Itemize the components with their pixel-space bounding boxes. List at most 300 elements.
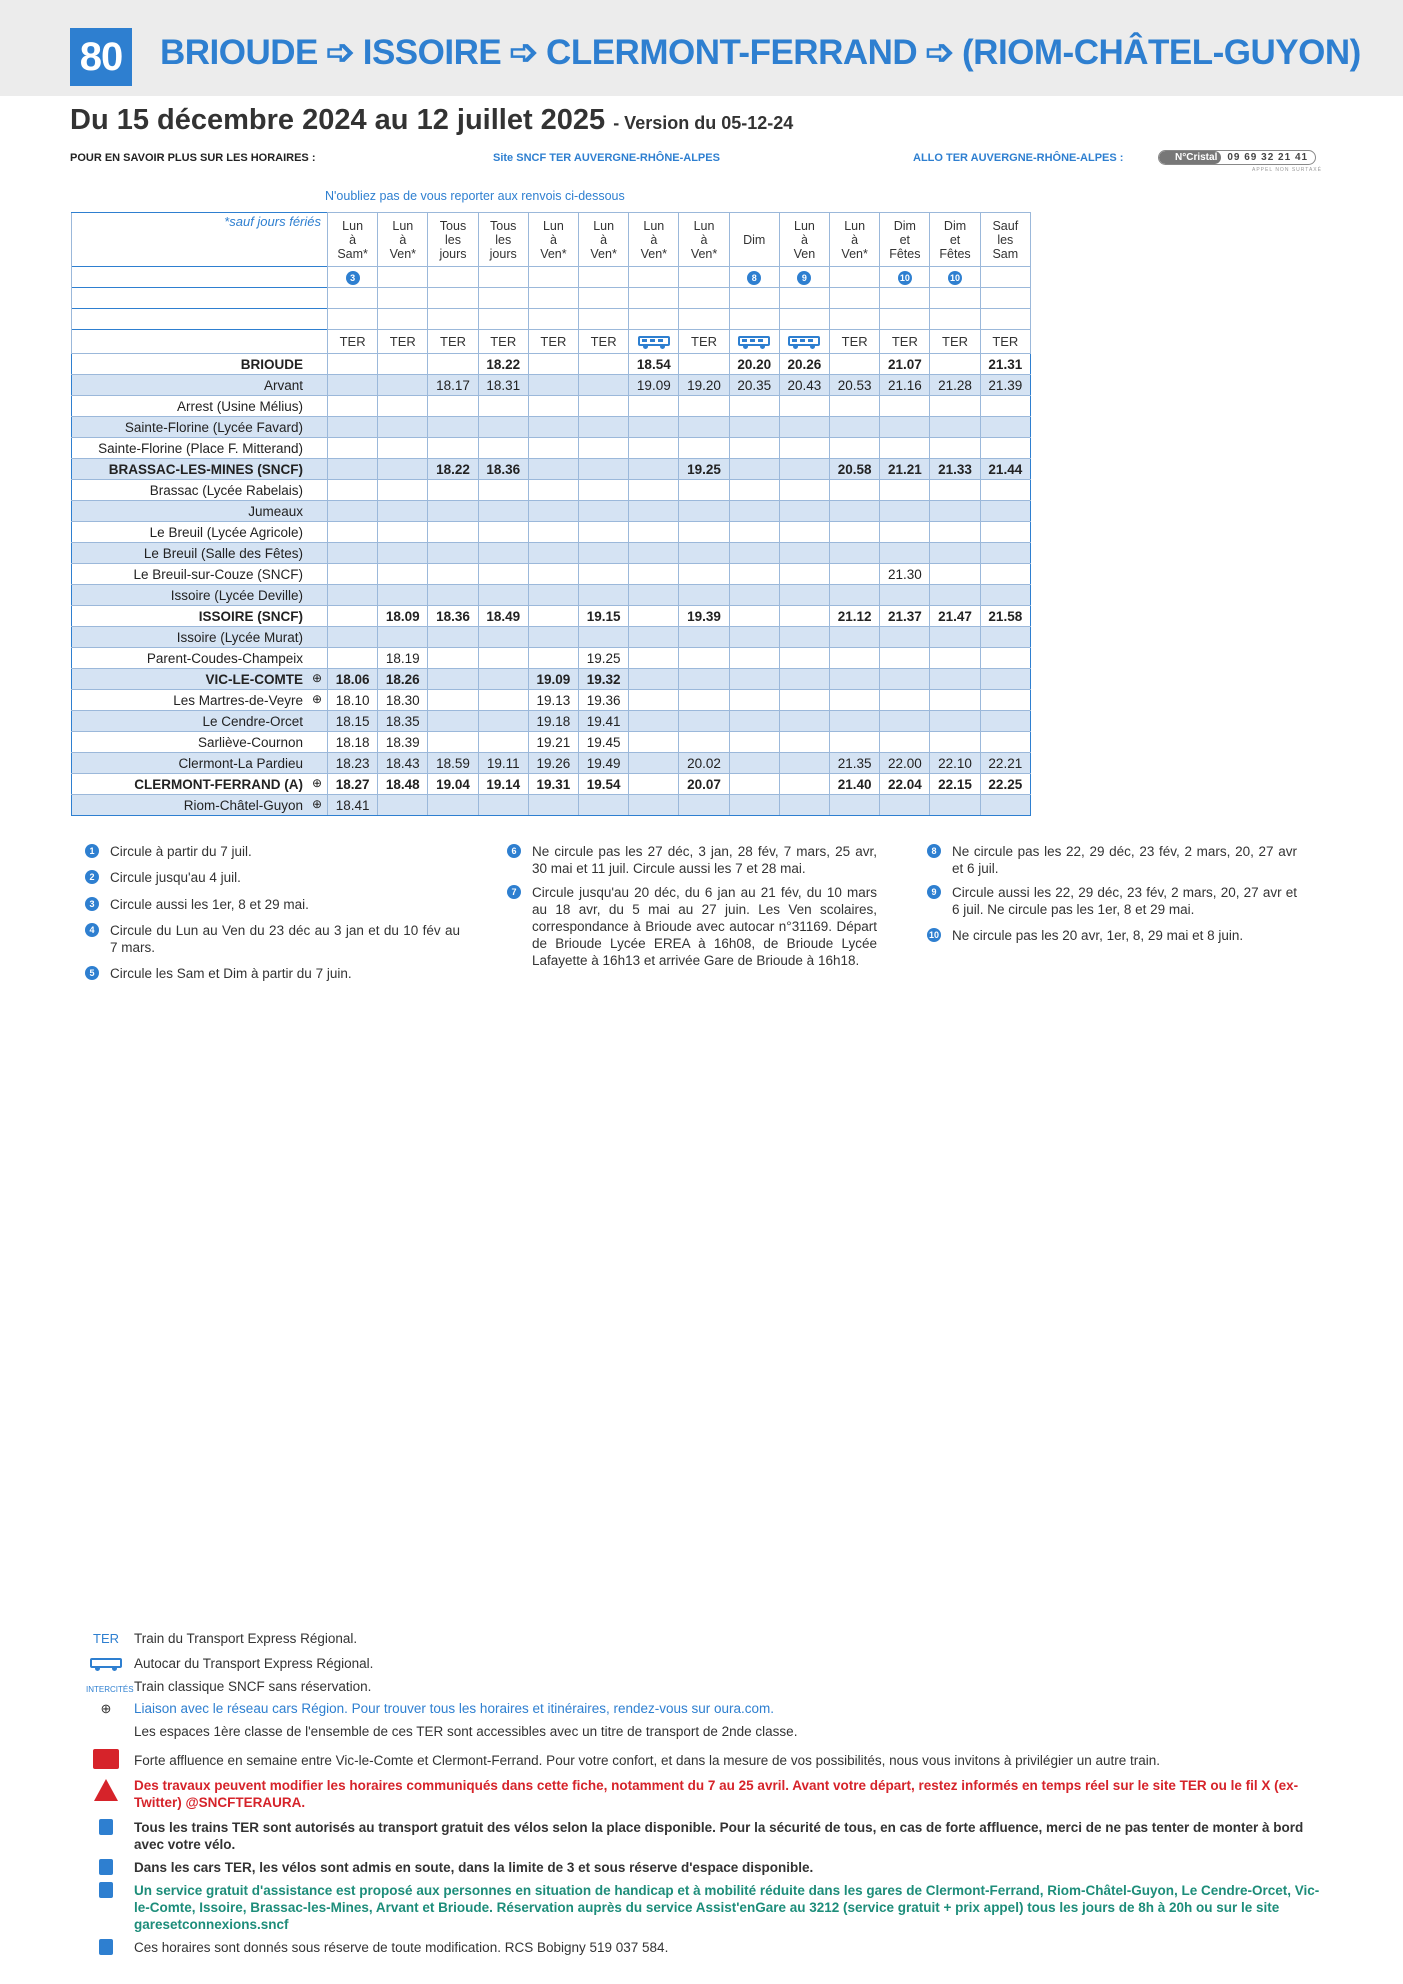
station-name xyxy=(72,501,328,522)
time-cell xyxy=(328,354,378,375)
footnote xyxy=(89,965,450,982)
note-cell xyxy=(679,267,729,288)
time-cell: 18.30 xyxy=(378,690,428,711)
time-cell xyxy=(980,627,1030,648)
day-word: Lun xyxy=(794,218,815,233)
time-cell: 19.21 xyxy=(528,732,578,753)
type-cell: TER xyxy=(428,330,478,354)
time-cell xyxy=(428,627,478,648)
time-cell xyxy=(830,648,880,669)
time-cell: 19.18 xyxy=(528,711,578,732)
day-word: Lun xyxy=(593,218,615,233)
legend-text: Train classique SNCF sans réservation. xyxy=(134,1679,372,1694)
time-cell xyxy=(629,774,679,795)
day-word: Ven* xyxy=(640,246,668,261)
day-word: les xyxy=(445,232,461,247)
time-cell xyxy=(328,564,378,585)
table-row xyxy=(72,795,1031,816)
time-cell xyxy=(779,648,829,669)
station-name xyxy=(72,522,328,543)
time-cell xyxy=(930,543,980,564)
legend-disclaimer xyxy=(134,1939,1330,1956)
time-cell xyxy=(579,354,629,375)
empty-cell xyxy=(579,288,629,309)
time-cell xyxy=(930,438,980,459)
station-name xyxy=(72,417,328,438)
time-cell xyxy=(579,396,629,417)
time-cell xyxy=(830,543,880,564)
empty-cell xyxy=(428,309,478,330)
time-cell xyxy=(880,648,930,669)
connection-icon: ⊕ xyxy=(311,797,322,811)
time-cell xyxy=(779,795,829,816)
note-cell xyxy=(328,267,378,288)
time-cell xyxy=(629,543,679,564)
day-word: Dim xyxy=(943,218,967,233)
time-cell: 19.25 xyxy=(679,459,729,480)
time-cell xyxy=(478,438,528,459)
time-cell xyxy=(830,627,880,648)
info-icon xyxy=(86,1939,126,1959)
day-word: Lun xyxy=(643,218,665,233)
time-cell xyxy=(328,648,378,669)
time-cell: 18.31 xyxy=(478,375,528,396)
note-cell xyxy=(579,267,629,288)
empty-cell xyxy=(579,309,629,330)
time-cell: 19.32 xyxy=(579,669,629,690)
time-cell xyxy=(579,522,629,543)
footnote-marker: 10 xyxy=(899,273,910,283)
day-word: Dim xyxy=(893,218,916,233)
table-row xyxy=(72,585,1031,606)
time-cell xyxy=(980,795,1030,816)
time-cell xyxy=(679,522,729,543)
time-cell: 19.25 xyxy=(579,648,629,669)
time-cell xyxy=(779,690,829,711)
empty-cell xyxy=(679,288,729,309)
time-cell xyxy=(830,438,880,459)
route-stop: CLERMONT-FERRAND xyxy=(546,33,918,72)
time-cell: 20.53 xyxy=(830,375,880,396)
day-header xyxy=(378,213,428,267)
type-cell: TER xyxy=(679,330,729,354)
time-cell xyxy=(980,669,1030,690)
type-cell xyxy=(729,330,779,354)
footnote-text: Circule à partir du 7 juil. xyxy=(110,844,252,859)
time-cell: 21.44 xyxy=(980,459,1030,480)
time-cell xyxy=(729,501,779,522)
time-cell xyxy=(679,627,729,648)
time-cell xyxy=(830,711,880,732)
legend-intercites xyxy=(86,1678,1330,1695)
legend-works xyxy=(134,1777,1330,1811)
legend-text: Train du Transport Express Régional. xyxy=(134,1631,358,1646)
time-cell xyxy=(328,501,378,522)
time-cell xyxy=(378,522,428,543)
day-word: à xyxy=(851,232,859,247)
type-cell: TER xyxy=(880,330,930,354)
time-cell xyxy=(729,417,779,438)
station-name xyxy=(72,396,328,417)
time-cell xyxy=(528,564,578,585)
time-cell xyxy=(579,501,629,522)
empty-cell xyxy=(629,288,679,309)
empty-cell xyxy=(980,309,1030,330)
time-cell xyxy=(980,732,1030,753)
time-cell xyxy=(428,543,478,564)
time-cell xyxy=(328,417,378,438)
time-cell: 19.31 xyxy=(528,774,578,795)
station-name xyxy=(72,585,328,606)
table-row xyxy=(72,564,1031,585)
empty-cell xyxy=(779,309,829,330)
time-cell xyxy=(930,564,980,585)
table-row xyxy=(72,417,1031,438)
time-cell xyxy=(729,585,779,606)
time-cell xyxy=(830,354,880,375)
empty-cell xyxy=(880,309,930,330)
day-word: Ven xyxy=(793,246,816,261)
empty-cell xyxy=(629,309,679,330)
station-name xyxy=(72,753,328,774)
bike-icon xyxy=(86,1859,126,1879)
station-label: Arrest (Usine Mélius) xyxy=(176,398,303,414)
time-cell xyxy=(779,564,829,585)
time-cell: 18.15 xyxy=(328,711,378,732)
time-cell xyxy=(378,543,428,564)
footnote xyxy=(931,884,1297,918)
time-cell xyxy=(478,564,528,585)
legend-first-class xyxy=(134,1723,1330,1740)
legend-text: Autocar du Transport Express Régional. xyxy=(134,1656,374,1671)
time-cell: 18.23 xyxy=(328,753,378,774)
table-row xyxy=(72,522,1031,543)
table-row xyxy=(72,438,1031,459)
day-header xyxy=(328,213,378,267)
time-cell: 22.21 xyxy=(980,753,1030,774)
footnote-marker: 9 xyxy=(797,271,811,285)
time-cell: 18.39 xyxy=(378,732,428,753)
day-word: Ven* xyxy=(590,246,617,261)
time-cell xyxy=(528,375,578,396)
empty-cell xyxy=(980,288,1030,309)
time-cell: 19.13 xyxy=(528,690,578,711)
time-cell xyxy=(478,522,528,543)
day-word: Sam* xyxy=(337,246,368,261)
bus-icon xyxy=(86,1655,126,1672)
note-cell xyxy=(478,267,528,288)
station-name xyxy=(72,375,328,396)
time-cell xyxy=(880,480,930,501)
time-cell xyxy=(980,438,1030,459)
time-cell xyxy=(880,522,930,543)
time-cell: 18.10 xyxy=(328,690,378,711)
time-cell xyxy=(930,732,980,753)
time-cell: 20.02 xyxy=(679,753,729,774)
legend-text: Les espaces 1ère classe de l'ensemble de ces TER sont accessibles avec un titre de transport de 2nde classe. xyxy=(134,1724,798,1739)
note-cell xyxy=(930,267,980,288)
time-cell xyxy=(478,543,528,564)
time-cell: 18.22 xyxy=(478,354,528,375)
time-cell xyxy=(779,585,829,606)
time-cell xyxy=(729,396,779,417)
empty-cell xyxy=(528,288,578,309)
time-cell xyxy=(980,417,1030,438)
day-word: Ven* xyxy=(389,246,417,261)
day-word: les xyxy=(495,232,512,247)
table-row xyxy=(72,648,1031,669)
info-label: POUR EN SAVOIR PLUS SUR LES HORAIRES : xyxy=(70,152,316,164)
time-cell xyxy=(729,480,779,501)
empty-cell xyxy=(930,288,980,309)
table-row xyxy=(72,354,1031,375)
day-word: Fêtes xyxy=(889,246,921,261)
time-cell xyxy=(528,501,578,522)
cristal-label: N°Cristal xyxy=(1159,151,1221,164)
footnote-text: Circule jusqu'au 4 juil. xyxy=(110,870,241,885)
station-name xyxy=(72,627,328,648)
time-cell xyxy=(930,354,980,375)
footnote-text: Circule aussi les 22, 29 déc, 23 fév, 2 mars, 20, 27 avr et 6 juil. Ne circule pas les 1er, 8 et 29 mai. xyxy=(952,885,1297,917)
time-cell xyxy=(679,480,729,501)
time-cell xyxy=(930,648,980,669)
time-cell xyxy=(729,543,779,564)
day-word: Lun xyxy=(693,218,715,233)
connection-icon: ⊕ xyxy=(311,776,322,790)
time-cell xyxy=(830,480,880,501)
time-cell xyxy=(629,459,679,480)
table-row xyxy=(72,669,1031,690)
time-cell xyxy=(629,417,679,438)
time-cell xyxy=(729,774,779,795)
station-name xyxy=(72,543,328,564)
day-header xyxy=(579,213,629,267)
time-cell: 18.41 xyxy=(328,795,378,816)
time-cell xyxy=(528,543,578,564)
time-cell xyxy=(629,438,679,459)
table-row xyxy=(72,606,1031,627)
footnote-marker: 8 xyxy=(927,844,941,858)
note-cell xyxy=(779,267,829,288)
empty-cell xyxy=(478,288,528,309)
station-label: Le Breuil (Lycée Agricole) xyxy=(149,524,303,540)
time-cell xyxy=(980,564,1030,585)
station-label: Parent-Coudes-Champeix xyxy=(146,650,303,666)
time-cell xyxy=(729,459,779,480)
time-cell xyxy=(679,564,729,585)
time-cell: 18.36 xyxy=(478,459,528,480)
time-cell xyxy=(779,543,829,564)
time-cell xyxy=(378,585,428,606)
footnote-marker: 1 xyxy=(85,844,99,858)
time-cell xyxy=(779,606,829,627)
empty-cell xyxy=(328,309,378,330)
time-cell: 19.09 xyxy=(629,375,679,396)
day-word: Ven* xyxy=(690,246,718,261)
time-cell xyxy=(930,585,980,606)
time-cell xyxy=(729,753,779,774)
time-cell xyxy=(428,501,478,522)
time-cell: 18.27 xyxy=(328,774,378,795)
station-label: Jumeaux xyxy=(248,503,303,519)
time-cell xyxy=(378,354,428,375)
type-cell: TER xyxy=(980,330,1030,354)
station-name xyxy=(72,711,328,732)
time-cell xyxy=(980,690,1030,711)
time-cell xyxy=(779,396,829,417)
table-row xyxy=(72,732,1031,753)
time-cell xyxy=(579,564,629,585)
station-name xyxy=(72,669,328,690)
type-cell: TER xyxy=(478,330,528,354)
footnote-text: Circule du Lun au Ven du 23 déc au 3 jan et du 10 fév au 7 mars. xyxy=(110,923,460,955)
time-cell xyxy=(629,795,679,816)
day-word: Dim xyxy=(743,232,766,247)
info-allo-label: ALLO TER AUVERGNE-RHÔNE-ALPES : xyxy=(913,152,1124,164)
empty-cell xyxy=(679,309,729,330)
time-cell xyxy=(629,480,679,501)
station-label: Le Breuil (Salle des Fêtes) xyxy=(143,545,303,561)
time-cell: 20.35 xyxy=(729,375,779,396)
time-cell xyxy=(880,690,930,711)
time-cell xyxy=(478,480,528,501)
time-cell: 18.54 xyxy=(629,354,679,375)
time-cell xyxy=(880,438,930,459)
time-cell xyxy=(830,417,880,438)
validity-period xyxy=(70,104,793,137)
time-cell: 19.09 xyxy=(528,669,578,690)
time-cell xyxy=(629,564,679,585)
time-cell xyxy=(779,732,829,753)
time-cell: 19.39 xyxy=(679,606,729,627)
table-row xyxy=(72,627,1031,648)
time-cell xyxy=(428,417,478,438)
station-label: Riom-Châtel-Guyon xyxy=(183,797,303,813)
time-cell xyxy=(478,648,528,669)
cristal-subtext: APPEL NON SURTAXÉ xyxy=(1252,167,1322,173)
time-cell xyxy=(930,627,980,648)
time-cell xyxy=(729,522,779,543)
time-cell xyxy=(980,501,1030,522)
time-cell: 18.22 xyxy=(428,459,478,480)
time-cell xyxy=(579,459,629,480)
legend-text: Forte affluence en semaine entre Vic-le-Comte et Clermont-Ferrand. Pour votre confort, et dans la mesure de vos possibilités, nous vous invitons à privilégier un autre train. xyxy=(134,1753,1160,1768)
time-cell xyxy=(428,585,478,606)
time-cell xyxy=(378,795,428,816)
empty-cell xyxy=(328,288,378,309)
time-cell xyxy=(729,711,779,732)
time-cell xyxy=(679,648,729,669)
time-cell xyxy=(378,627,428,648)
header-days-row xyxy=(72,213,1031,267)
time-cell xyxy=(830,795,880,816)
footnote-text: Ne circule pas les 20 avr, 1er, 8, 29 mai et 8 juin. xyxy=(952,928,1244,943)
time-cell xyxy=(779,753,829,774)
time-cell xyxy=(478,627,528,648)
station-name xyxy=(72,480,328,501)
arrow-icon: ➩ xyxy=(925,33,955,72)
time-cell xyxy=(629,396,679,417)
time-cell xyxy=(629,606,679,627)
day-word: à xyxy=(650,232,658,247)
day-word: Tous xyxy=(439,218,467,233)
type-cell: TER xyxy=(378,330,428,354)
time-cell xyxy=(579,627,629,648)
legend-text[interactable]: Liaison avec le réseau cars Région. Pour trouver tous les horaires et itinéraires, rendez-vous sur oura.com. xyxy=(134,1701,775,1716)
time-cell xyxy=(528,795,578,816)
station-label: Le Breuil-sur-Couze (SNCF) xyxy=(133,566,303,582)
day-word: Lun xyxy=(392,218,414,233)
footnote-marker: 3 xyxy=(346,271,360,285)
sauf-label: *sauf jours fériés xyxy=(72,213,328,267)
type-cell xyxy=(779,330,829,354)
time-cell xyxy=(679,711,729,732)
legend-bikes-ter xyxy=(134,1819,1330,1853)
cristal-phone-badge[interactable] xyxy=(1158,150,1316,165)
empty-cell xyxy=(428,288,478,309)
day-word: Ven* xyxy=(540,246,567,261)
time-cell xyxy=(980,543,1030,564)
day-header xyxy=(980,213,1030,267)
day-word: Fêtes xyxy=(939,246,971,261)
time-cell xyxy=(579,585,629,606)
day-word: Lun xyxy=(844,218,866,233)
day-word: Sauf xyxy=(992,218,1019,233)
time-cell xyxy=(980,480,1030,501)
note-cell xyxy=(880,267,930,288)
warning-icon xyxy=(86,1779,126,1805)
station-label: Clermont-La Pardieu xyxy=(178,755,303,771)
time-cell xyxy=(629,669,679,690)
legend-car xyxy=(134,1655,1330,1672)
note-cell xyxy=(528,267,578,288)
time-cell xyxy=(428,438,478,459)
time-cell xyxy=(428,480,478,501)
footnote xyxy=(928,927,1297,944)
version-text: - Version du 05-12-24 xyxy=(613,113,794,133)
station-label: Le Cendre-Orcet xyxy=(202,713,303,729)
time-cell xyxy=(830,522,880,543)
day-word: Ven* xyxy=(841,246,868,261)
empty-cell xyxy=(729,288,779,309)
time-cell xyxy=(428,522,478,543)
footnote-text: Circule aussi les 1er, 8 et 29 mai. xyxy=(110,897,309,912)
time-cell xyxy=(880,711,930,732)
day-header xyxy=(528,213,578,267)
time-cell xyxy=(779,711,829,732)
station-name xyxy=(72,795,328,816)
time-cell: 21.07 xyxy=(880,354,930,375)
time-cell xyxy=(629,753,679,774)
note-cell xyxy=(830,267,880,288)
time-cell: 20.43 xyxy=(779,375,829,396)
time-cell xyxy=(729,606,779,627)
time-cell xyxy=(729,690,779,711)
time-cell xyxy=(679,396,729,417)
time-cell: 19.26 xyxy=(528,753,578,774)
time-cell xyxy=(328,627,378,648)
time-cell xyxy=(378,480,428,501)
time-cell: 20.07 xyxy=(679,774,729,795)
empty-cell xyxy=(930,309,980,330)
info-site-link[interactable]: Site SNCF TER AUVERGNE-RHÔNE-ALPES xyxy=(493,152,720,164)
footnote-text: Ne circule pas les 27 déc, 3 jan, 28 fév, 7 mars, 25 avr, 30 mai et 11 juil. Circule aussi les 7 et 28 mai. xyxy=(532,844,877,876)
time-cell xyxy=(729,795,779,816)
station-label: Arvant xyxy=(263,377,303,393)
time-cell xyxy=(629,501,679,522)
time-cell xyxy=(729,438,779,459)
time-cell xyxy=(830,585,880,606)
